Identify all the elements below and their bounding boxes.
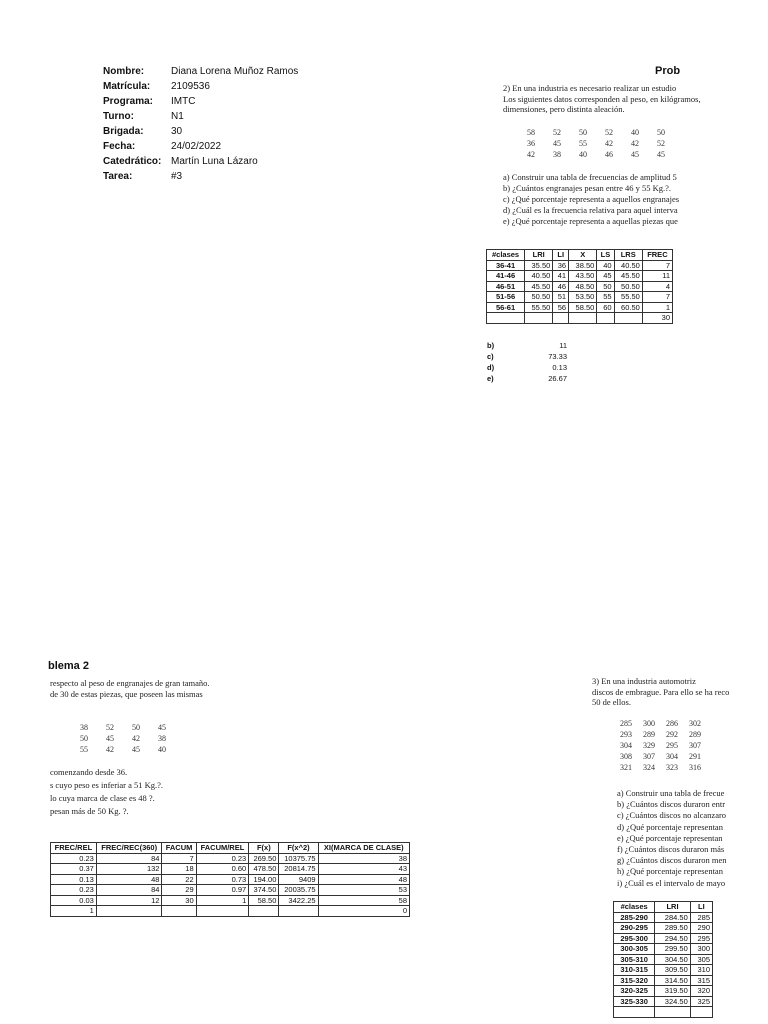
table-cell: 0.73 [196,874,249,885]
text-line: e) ¿Qué porcentaje representa a aquellas piezas que [503,216,678,226]
data-cell: 304 [620,741,632,750]
text-line: f) ¿Cuántos discos duraron más [617,844,725,855]
header-row [614,902,713,913]
data-cell: 323 [666,763,678,772]
text-line: h) ¿Qué porcentaje representan [617,866,723,877]
text-line: d) ¿Cuál es la frecuencia relativa para aquel interva [503,205,678,215]
table-cell [196,906,249,917]
table-cell [690,1007,712,1018]
info-row [103,139,298,154]
table-cell: 4 [642,281,672,292]
table-cell: 1 [642,302,672,313]
answer-value: 26.67 [548,374,567,383]
answer-value: 11 [559,341,567,350]
table-cell: 46-51 [487,281,525,292]
problem-2-intro [503,83,701,115]
table-cell: 300-305 [614,944,655,955]
data-row [620,751,712,762]
table-cell: 305 [690,954,712,965]
problem-2-title-right: Prob [655,65,681,77]
info-label: Programa: [103,96,154,107]
table-cell [162,906,196,917]
table-cell: 20035.75 [279,885,318,896]
column-header: LI [690,902,712,913]
data-cell: 46 [605,150,613,159]
table-cell: 51 [553,292,569,303]
header-row [51,843,410,854]
frequency-table [486,249,673,324]
table-cell [249,906,279,917]
text-line: a) Construir una tabla de frecuencias de amplitud 5 [503,172,677,182]
data-cell: 45 [631,150,639,159]
table-cell: 10375.75 [279,853,318,864]
text-line: discos de embrague. Para ello se ha reco [592,686,730,697]
data-cell: 50 [80,734,88,743]
table-cell [487,313,525,324]
table-cell: 38.50 [569,260,597,271]
problem-2-title-left: blema 2 [48,660,89,672]
table-cell: 284.50 [655,912,690,923]
data-cell: 42 [527,150,535,159]
table-cell [525,313,553,324]
info-row [103,154,298,169]
info-label: Tarea: [103,171,133,182]
table-cell: 12 [96,895,162,906]
frequency-table-problem-3 [613,901,713,1018]
table-cell: 84 [96,885,162,896]
table-row [51,853,410,864]
table-cell: 38 [318,853,409,864]
table-cell: 18 [162,864,196,875]
table-row [614,986,713,997]
table-cell: 325-330 [614,996,655,1007]
table-cell: 41 [553,271,569,282]
table-cell [279,906,318,917]
info-value: #3 [171,171,183,182]
table-cell: 55.50 [614,292,642,303]
table-row [614,965,713,976]
data-row [620,718,712,729]
info-value: 30 [171,126,183,137]
column-header: LRS [614,250,642,261]
table-cell: 320 [690,986,712,997]
column-header: XI(MARCA DE CLASE) [318,843,409,854]
table-cell: 0.23 [51,853,97,864]
table-row [487,271,673,282]
table-cell: 1 [51,906,97,917]
data-cell: 289 [643,730,655,739]
info-label: Catedrático: [103,156,162,167]
table-cell: 325 [690,996,712,1007]
table-cell: 295-300 [614,933,655,944]
data-cell: 38 [158,734,166,743]
table-cell: 41-46 [487,271,525,282]
table-cell: 310-315 [614,965,655,976]
table-cell: 310 [690,965,712,976]
table-cell [553,313,569,324]
text-line: lo cuya marca de clase es 48 ?. [50,793,155,803]
table-cell: 315 [690,975,712,986]
table-cell: 20814.75 [279,864,318,875]
info-row [103,79,298,94]
table-cell: 305-310 [614,954,655,965]
info-value: Diana Lorena Muñoz Ramos [171,66,299,77]
data-cell: 40 [579,150,587,159]
table-cell: 60 [597,302,614,313]
table-cell: 0.13 [51,874,97,885]
text-line: Los siguientes datos corresponden al peso, en kilógramos, [503,93,701,104]
table-cell: 50.50 [525,292,553,303]
info-value: 24/02/2022 [171,141,222,152]
column-header: F(x^2) [279,843,318,854]
table-row [614,923,713,934]
data-cell: 36 [527,139,535,148]
column-header: FACUM/REL [196,843,249,854]
table-cell: 40.50 [614,260,642,271]
table-cell: 58.50 [569,302,597,313]
table-cell: 0.60 [196,864,249,875]
column-header: FREC/REL [51,843,97,854]
data-row [80,733,184,744]
info-value: IMTC [171,96,196,107]
text-line: i) ¿Cuál es el intervalo de mayo [617,877,726,888]
data-cell: 50 [132,723,140,732]
table-cell: 0.37 [51,864,97,875]
column-header: FACUM [162,843,196,854]
text-line: b) ¿Cuántos engranajes pesan entre 46 y 55 Kg.?. [503,183,672,193]
table-cell: 60.50 [614,302,642,313]
answer-key: e) [487,374,494,383]
answer-key: d) [487,363,495,372]
answer-row [487,340,567,351]
table-cell [96,906,162,917]
total-row [487,313,673,324]
table-cell: 45.50 [614,271,642,282]
column-header: #clases [614,902,655,913]
text-line: respecto al peso de engranajes de gran tamaño. [50,678,210,688]
table-cell: 300 [690,944,712,955]
text-line: d) ¿Qué porcentaje representan [617,821,723,832]
data-cell: 286 [666,719,678,728]
column-header: FREC [642,250,672,261]
data-cell: 308 [620,752,632,761]
table-cell: 51-56 [487,292,525,303]
info-label: Fecha: [103,141,136,152]
data-cell: 45 [158,723,166,732]
table-cell: 0.23 [51,885,97,896]
table-cell [614,1007,655,1018]
info-label: Brigada: [103,126,144,137]
text-line: c) ¿Cuántos discos no alcanzaro [617,810,727,821]
text-line: 3) En una industria automotriz [592,676,696,686]
data-cell: 45 [553,139,561,148]
data-cell: 42 [132,734,140,743]
table-cell [597,313,614,324]
data-cell: 40 [631,128,639,137]
table-cell: 55 [597,292,614,303]
problem-2-intro-continued [50,678,210,699]
data-cell: 300 [643,719,655,728]
column-header: X [569,250,597,261]
answer-row [487,373,567,384]
data-cell: 58 [527,128,535,137]
table-cell: 320-325 [614,986,655,997]
table-cell: 304.50 [655,954,690,965]
table-row [614,996,713,1007]
table-row [51,885,410,896]
table-cell: 285-290 [614,912,655,923]
text-line: 50 de ellos. [592,697,631,707]
table-cell: 7 [162,853,196,864]
table-cell: 36 [553,260,569,271]
text-line: a) Construir una tabla de frecue [617,788,725,798]
info-row [103,109,298,124]
table-cell: 324.50 [655,996,690,1007]
table-cell: 58 [318,895,409,906]
data-cell: 52 [106,723,114,732]
text-line: pesan más de 50 Kg. ?. [50,806,129,816]
problem-2-data-table-continued [80,722,184,755]
data-cell: 45 [657,150,665,159]
data-cell: 285 [620,719,632,728]
table-cell: 46 [553,281,569,292]
text-line: c) ¿Qué porcentaje representa a aquellos engranajes [503,194,680,204]
problem-3-intro [592,676,730,708]
table-cell: 319.50 [655,986,690,997]
answer-key: b) [487,341,495,350]
text-line: dimensiones, pero distinta aleación. [503,104,625,114]
info-value: 2109536 [171,81,210,92]
data-cell: 307 [643,752,655,761]
text-line: 2) En una industria es necesario realizar un estudio [503,83,677,93]
text-line: s cuyo peso es inferiar a 51 Kg.?. [50,780,164,790]
table-row [614,975,713,986]
data-cell: 316 [689,763,701,772]
table-cell: 295 [690,933,712,944]
data-cell: 292 [666,730,678,739]
data-cell: 40 [158,745,166,754]
table-cell: 294.50 [655,933,690,944]
data-cell: 289 [689,730,701,739]
info-row [103,124,298,139]
table-row [614,944,713,955]
data-cell: 291 [689,752,701,761]
table-cell: 43 [318,864,409,875]
table-row [487,302,673,313]
table-cell: 84 [96,853,162,864]
table-cell: 290 [690,923,712,934]
table-cell: 0.23 [196,853,249,864]
info-label: Nombre: [103,66,145,77]
data-cell: 38 [80,723,88,732]
table-cell [569,313,597,324]
table-row [614,954,713,965]
answer-value: 73.33 [548,352,567,361]
table-cell: 53 [318,885,409,896]
table-cell: 289.50 [655,923,690,934]
data-cell: 307 [689,741,701,750]
table-cell: 30 [162,895,196,906]
answer-key: c) [487,352,494,361]
table-cell: 22 [162,874,196,885]
table-cell: 48 [318,874,409,885]
data-row [620,762,712,773]
answer-value: 0.13 [552,363,567,372]
table-cell: 0.03 [51,895,97,906]
data-cell: 45 [132,745,140,754]
table-cell: 56 [553,302,569,313]
table-cell: 9409 [279,874,318,885]
data-cell: 55 [80,745,88,754]
data-cell: 45 [106,734,114,743]
data-cell: 55 [579,139,587,148]
answer-row [487,362,567,373]
data-row [620,740,712,751]
table-cell: 40 [597,260,614,271]
table-cell: 58.50 [249,895,279,906]
info-value: Martín Luna Lázaro [171,156,258,167]
table-cell: 48 [96,874,162,885]
data-cell: 38 [553,150,561,159]
answer-row [487,351,567,362]
table-cell: 7 [642,260,672,271]
table-cell: 3422.25 [279,895,318,906]
data-cell: 329 [643,741,655,750]
table-row [51,895,410,906]
table-cell [614,313,642,324]
info-label: Turno: [103,111,134,122]
problem-3-questions [617,788,727,889]
table-cell: 55.50 [525,302,553,313]
table-cell: 299.50 [655,944,690,955]
data-row [620,729,712,740]
data-cell: 304 [666,752,678,761]
table-row [51,874,410,885]
column-header: #clases [487,250,525,261]
table-cell: 53.50 [569,292,597,303]
table-row [614,933,713,944]
table-cell: 0.97 [196,885,249,896]
table-cell: 374.50 [249,885,279,896]
table-cell: 309.50 [655,965,690,976]
data-cell: 295 [666,741,678,750]
text-line: g) ¿Cuántos discos duraron men [617,855,727,866]
table-row [487,281,673,292]
table-cell: 50.50 [614,281,642,292]
table-row [51,864,410,875]
table-cell: 35.50 [525,260,553,271]
info-row [103,94,298,109]
data-cell: 302 [689,719,701,728]
table-row [614,912,713,923]
data-cell: 52 [657,139,665,148]
data-cell: 321 [620,763,632,772]
data-row [527,127,683,138]
text-line: b) ¿Cuántos discos duraron entr [617,799,726,810]
table-cell: 315-320 [614,975,655,986]
data-cell: 42 [605,139,613,148]
table-cell: 45.50 [525,281,553,292]
table-cell: 478.50 [249,864,279,875]
data-row [527,149,683,160]
text-line: comenzando desde 36. [50,767,128,777]
data-cell: 324 [643,763,655,772]
data-cell: 42 [631,139,639,148]
table-row [487,260,673,271]
data-cell: 293 [620,730,632,739]
table-cell: 1 [196,895,249,906]
total-cell: 30 [642,313,672,324]
table-cell: 50 [597,281,614,292]
data-cell: 42 [106,745,114,754]
table-cell: 290-295 [614,923,655,934]
empty-row [614,1007,713,1018]
info-value: N1 [171,111,184,122]
table-cell: 11 [642,271,672,282]
data-cell: 52 [553,128,561,137]
table-cell: 40.50 [525,271,553,282]
frequency-table-continued [50,842,410,917]
column-header: LRI [525,250,553,261]
problem-3-data-table [620,718,712,773]
table-row [487,292,673,303]
table-cell [655,1007,690,1018]
column-header: LRI [655,902,690,913]
data-row [527,138,683,149]
table-cell: 132 [96,864,162,875]
problem-2-questions-continued [50,766,195,818]
column-header: LI [553,250,569,261]
data-row [80,722,184,733]
info-row [103,169,298,184]
table-cell: 45 [597,271,614,282]
table-cell: 48.50 [569,281,597,292]
total-row [51,906,410,917]
answers [487,340,567,384]
problem-2-data-table [527,127,683,160]
data-row [80,744,184,755]
text-line: e) ¿Qué porcentaje representan [617,832,723,843]
data-cell: 50 [579,128,587,137]
table-cell: 29 [162,885,196,896]
table-cell: 314.50 [655,975,690,986]
column-header: FREC/REC(360) [96,843,162,854]
info-row [103,64,298,79]
table-cell: 56-61 [487,302,525,313]
data-cell: 50 [657,128,665,137]
table-cell: 43.50 [569,271,597,282]
problem-2-questions [503,172,680,227]
data-cell: 52 [605,128,613,137]
column-header: F(x) [249,843,279,854]
table-cell: 285 [690,912,712,923]
student-info [103,64,298,184]
table-cell: 0 [318,906,409,917]
table-cell: 36-41 [487,260,525,271]
table-cell: 269.50 [249,853,279,864]
column-header: LS [597,250,614,261]
header-row [487,250,673,261]
table-cell: 7 [642,292,672,303]
info-label: Matrícula: [103,81,151,92]
table-cell: 194.00 [249,874,279,885]
text-line: de 30 de estas piezas, que poseen las mismas [50,688,203,699]
